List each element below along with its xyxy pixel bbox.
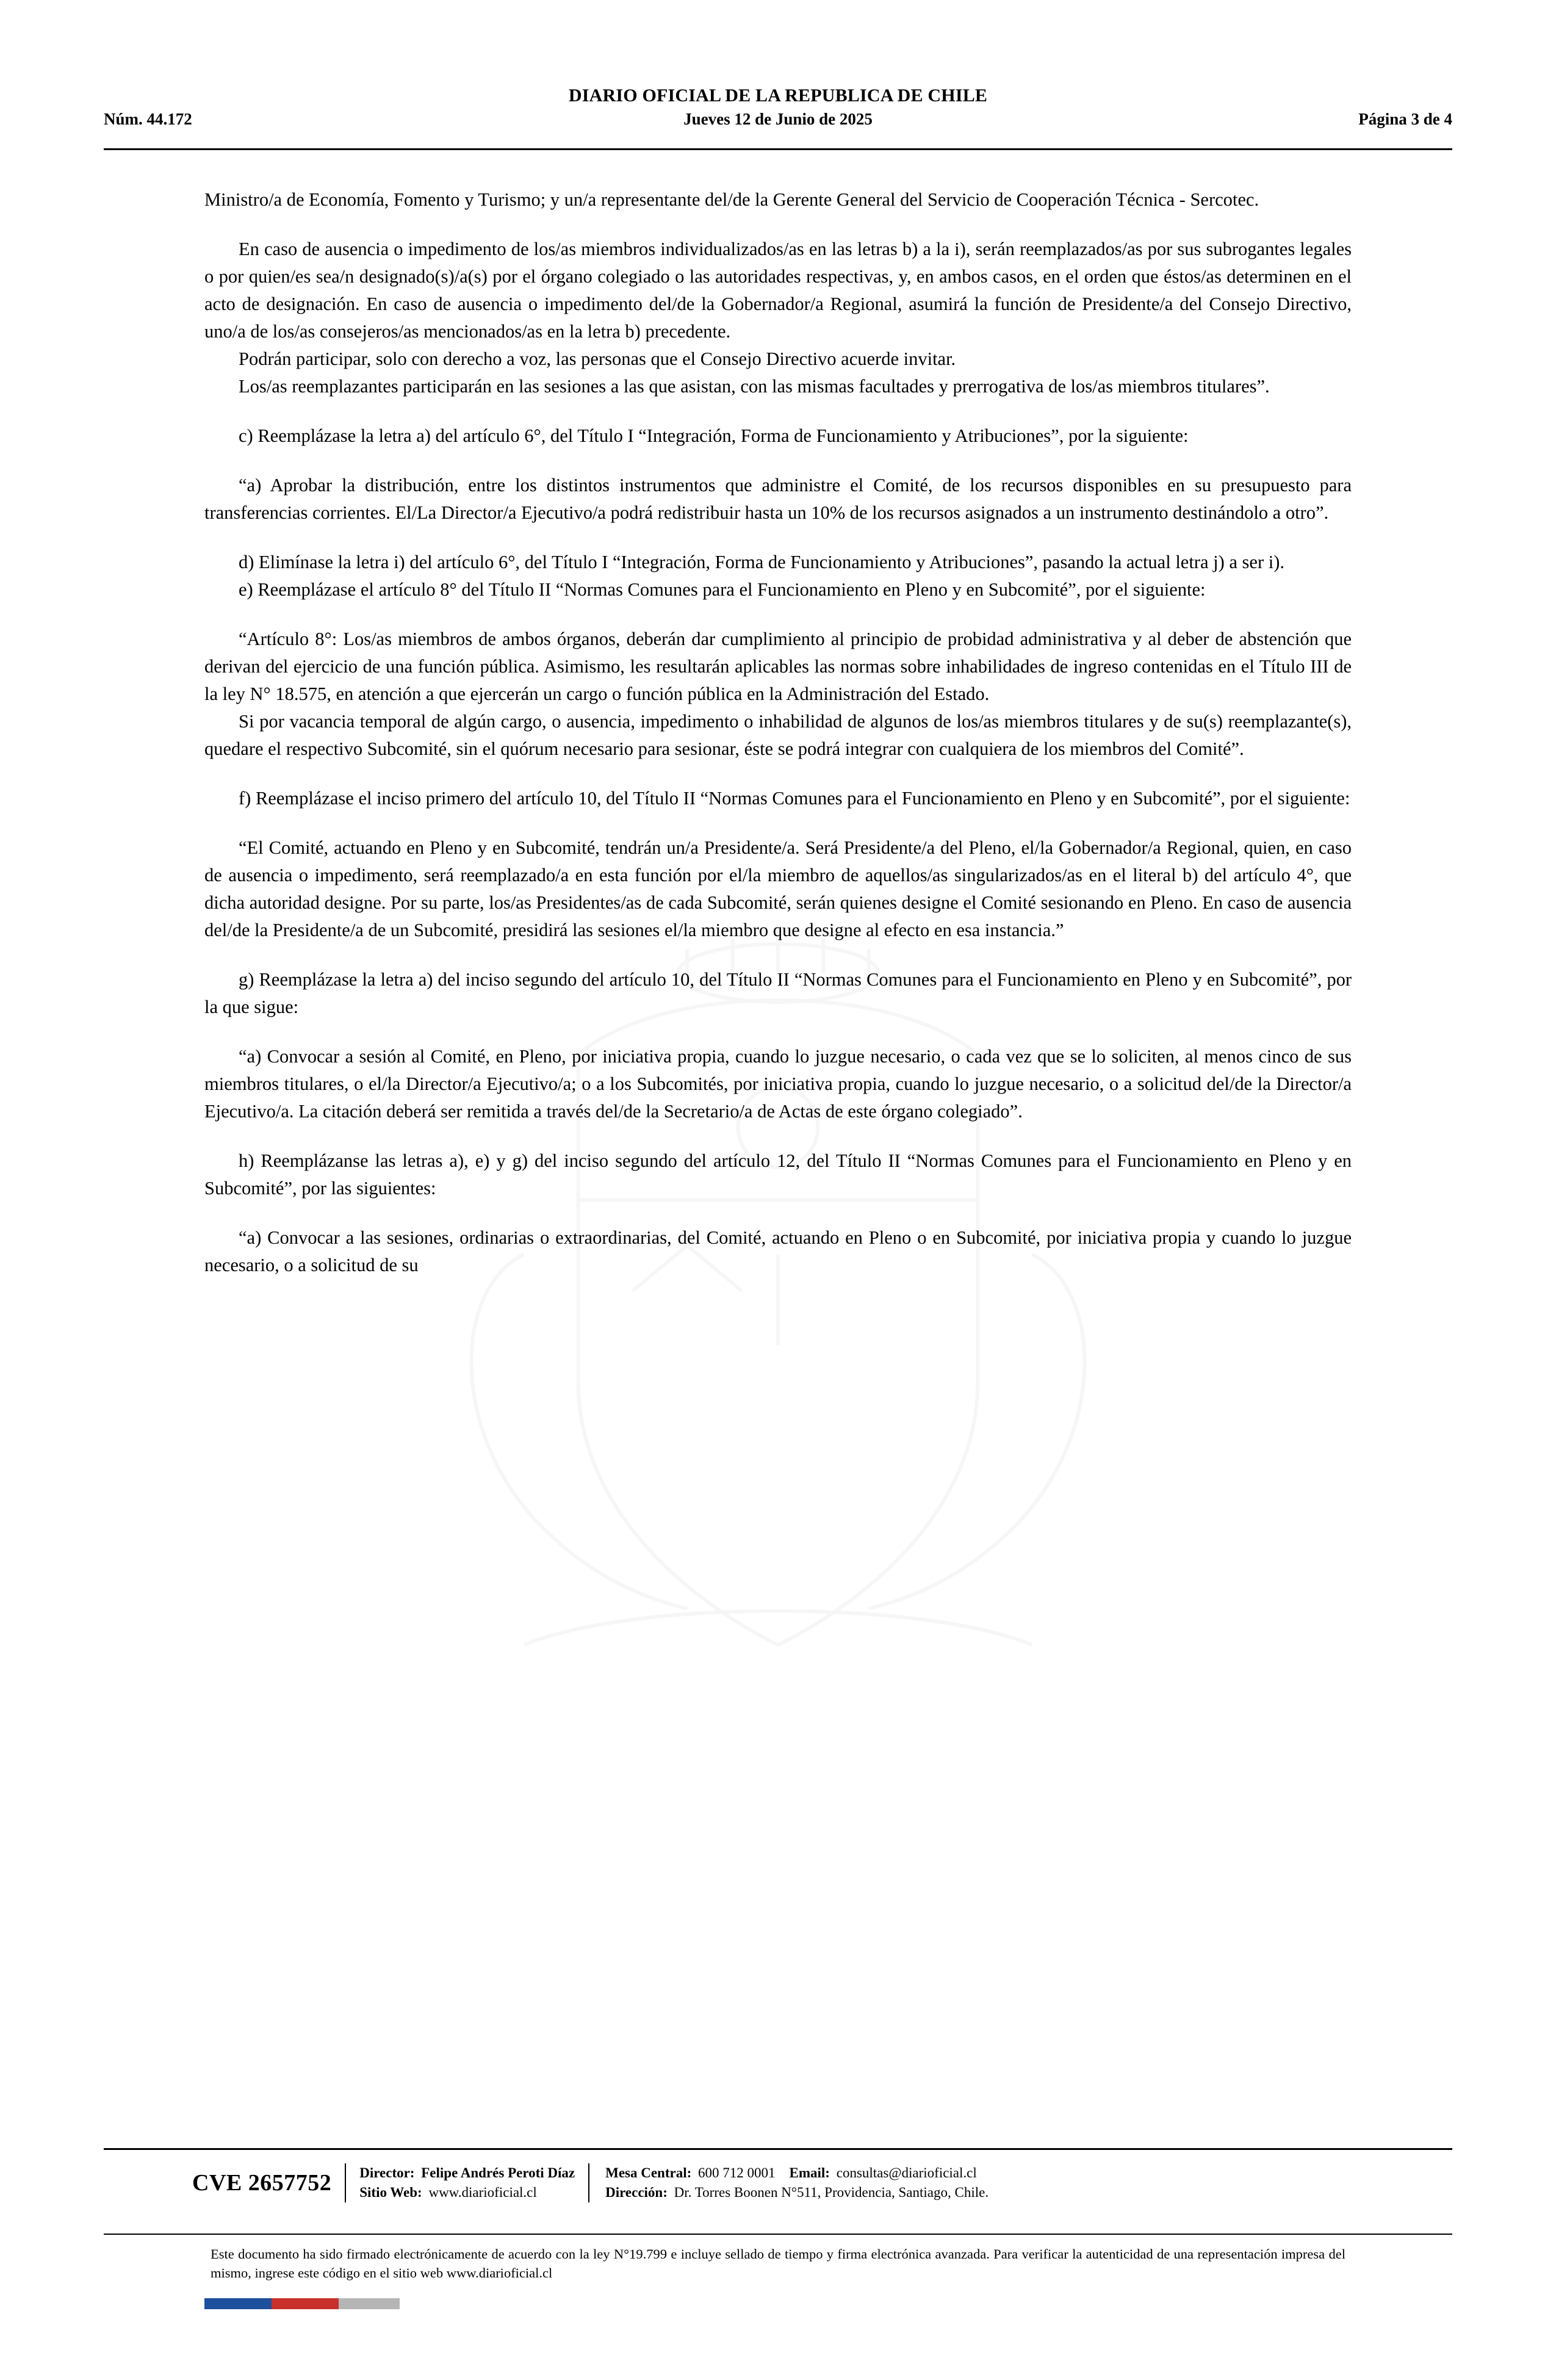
footer-vertical-divider-1 bbox=[345, 2163, 346, 2202]
flag-red-segment bbox=[272, 2298, 339, 2309]
paragraph-item-c: c) Reemplázase la letra a) del artículo 6°, del Título I “Integración, Forma de Funcionamiento y Atribuciones”, por la siguiente: bbox=[239, 425, 1189, 446]
page-footer bbox=[104, 2163, 1452, 2202]
footer-director-line bbox=[359, 2163, 575, 2183]
paragraph-item-g-quote: “a) Convocar a sesión al Comité, en Pleno, por iniciativa propia, cuando lo juzgue necesario, o cada vez que se lo soliciten, al menos cinco de sus miembros titulares, o el/la Director/a Ejecutivo/a; o a los Subcomités, por iniciativa propia, cuando lo juzgue necesario, o a solicitud del/de la Director/a Ejecutivo/a. La citación deberá ser remitida a través del/de la Secretario/a de Actas de este órgano colegiado”. bbox=[204, 1046, 1352, 1122]
paragraph-item-g: g) Reemplázase la letra a) del inciso segundo del artículo 10, del Título II “Normas Comunes para el Funcionamiento en Pleno y en Subcomité”, por la que sigue: bbox=[204, 969, 1352, 1017]
publication-title: DIARIO OFICIAL DE LA REPUBLICA DE CHILE bbox=[568, 85, 988, 106]
paragraph-item-f-quote: “El Comité, actuando en Pleno y en Subcomité, tendrán un/a Presidente/a. Será Presidente/a del Pleno, el/la Gobernador/a Regional, quien, en caso de ausencia o impedimento, será reemplazado/a en esta función por el/la miembro de aquellos/as singularizados/as en el literal b) del artículo 4°, que dicha autoridad designe. Por su parte, los/as Presidentes/as de cada Subcomité, serán quienes designe el Comité sesionando en Pleno. En caso de ausencia del/de la Presidente/a de un Subcomité, presidirá las sesiones el/la miembro que designe al efecto en esa instancia.” bbox=[204, 837, 1352, 940]
flag-blue-segment bbox=[204, 2298, 272, 2309]
paragraph-item-h: h) Reemplázanse las letras a), e) y g) del inciso segundo del artículo 12, del Título II “Normas Comunes para el Funcionamiento en Pleno y en Subcomité”, por las siguientes: bbox=[204, 1150, 1352, 1199]
paragraph-item-c-quote: “a) Aprobar la distribución, entre los distintos instrumentos que administre el Comité, de los recursos disponibles en su presupuesto para transferencias corrientes. El/La Director/a Ejecutivo/a podrá redistribuir hasta un 10% de los recursos asignados a un instrumento destinándolo a otro”. bbox=[204, 475, 1352, 523]
cve-code: CVE 2657752 bbox=[192, 2170, 332, 2196]
director-label: Director: bbox=[359, 2165, 415, 2180]
site-label: Sitio Web: bbox=[359, 2185, 422, 2200]
mesa-central-label: Mesa Central: bbox=[605, 2165, 692, 2180]
email-value[interactable]: consultas@diarioficial.cl bbox=[836, 2165, 977, 2180]
paragraph-replacement-rules: En caso de ausencia o impedimento de los/as miembros individualizados/as en las letras b) a la i), serán reemplazados/as por sus subrogantes legales o por quien/es sea/n designado(s)/a(s) por el órgano colegiado o las autoridades respectivas, y, en ambos casos, en el orden que éstos/as determinen en el acto de designación. En caso de ausencia o impedimento del/de la Gobernador/a Regional, asumirá la función de Presidente/a del Consejo Directivo, uno/a de los/as consejeros/as mencionados/as en la letra b) precedente. bbox=[204, 239, 1352, 342]
site-value[interactable]: www.diarioficial.cl bbox=[428, 2185, 537, 2200]
footer-website-line bbox=[359, 2183, 575, 2202]
paragraph-invited-participants: Podrán participar, solo con derecho a voz, las personas que el Consejo Directivo acuerde invitar. bbox=[239, 348, 956, 369]
address-value: Dr. Torres Boonen N°511, Providencia, Santiago, Chile. bbox=[674, 2185, 989, 2200]
header-meta-row bbox=[104, 110, 1452, 134]
director-value: Felipe Andrés Peroti Díaz bbox=[421, 2165, 575, 2180]
paragraph-continuation: Ministro/a de Economía, Fomento y Turismo; y un/a representante del/de la Gerente General del Servicio de Cooperación Técnica - Sercotec. bbox=[204, 189, 1259, 210]
footer-vertical-divider-2 bbox=[588, 2163, 589, 2202]
footer-contact-column bbox=[603, 2163, 989, 2202]
footer-phone-email-line bbox=[605, 2163, 989, 2183]
paragraph-quorum: Si por vacancia temporal de algún cargo, o ausencia, impedimento o inhabilidad de algunos de los/as miembros titulares y de su(s) reemplazante(s), quedare el respectivo Subcomité, sin el quórum necesario para sesionar, éste se podrá integrar con cualquiera de los miembros del Comité”. bbox=[204, 711, 1352, 759]
paragraph-item-h-quote: “a) Convocar a las sesiones, ordinarias o extraordinarias, del Comité, actuando en Pleno o en Subcomité, por iniciativa propia y cuando lo juzgue necesario, o a solicitud de su bbox=[204, 1227, 1352, 1275]
flag-grey-segment bbox=[339, 2298, 400, 2309]
footer-divider-bottom bbox=[104, 2234, 1452, 2235]
issue-date: Jueves 12 de Junio de 2025 bbox=[683, 110, 873, 128]
chile-flag-bar bbox=[204, 2298, 400, 2309]
address-label: Dirección: bbox=[605, 2185, 668, 2200]
page-number: Página 3 de 4 bbox=[1358, 110, 1452, 128]
footer-director-column bbox=[359, 2163, 575, 2202]
email-label: Email: bbox=[789, 2165, 830, 2180]
document-body bbox=[204, 186, 1352, 1279]
issue-number: Núm. 44.172 bbox=[104, 110, 192, 128]
paragraph-article-8-quote: “Artículo 8°: Los/as miembros de ambos órganos, deberán dar cumplimiento al principio de probidad administrativa y al deber de abstención que derivan del ejercicio de una función pública. Asimismo, les resultarán aplicables las normas sobre inhabilidades de ingreso contenidas en el Título III de la ley N° 18.575, en atención a que ejercerán un cargo o función pública en la Administración del Estado. bbox=[204, 629, 1352, 704]
paragraph-item-e: e) Reemplázase el artículo 8° del Título II “Normas Comunes para el Funcionamiento en Pleno y en Subcomité”, por el siguiente: bbox=[239, 579, 1206, 600]
header-divider bbox=[104, 148, 1452, 150]
electronic-signature-notice: Este documento ha sido firmado electrónicamente de acuerdo con la ley N°19.799 e incluye sellado de tiempo y firma electrónica avanzada. Para verificar la autenticidad de una representación impresa del mismo, ingrese este código en el sitio web www.diarioficial.cl bbox=[211, 2246, 1345, 2281]
footer-contact-block bbox=[104, 2163, 1452, 2202]
paragraph-item-d: d) Elimínase la letra i) del artículo 6°, del Título I “Integración, Forma de Funcionamiento y Atribuciones”, pasando la actual letra j) a ser i). bbox=[239, 552, 1284, 572]
paragraph-item-f: f) Reemplázase el inciso primero del artículo 10, del Título II “Normas Comunes para el Funcionamiento en Pleno y en Subcomité”, por el siguiente: bbox=[239, 788, 1350, 809]
footer-address-line bbox=[605, 2183, 989, 2202]
page-header bbox=[104, 85, 1452, 134]
footer-divider-top bbox=[104, 2148, 1452, 2150]
mesa-central-value: 600 712 0001 bbox=[698, 2165, 776, 2180]
paragraph-substitutes: Los/as reemplazantes participarán en las sesiones a las que asistan, con las mismas facultades y prerrogativa de los/as miembros titulares”. bbox=[239, 376, 1270, 397]
